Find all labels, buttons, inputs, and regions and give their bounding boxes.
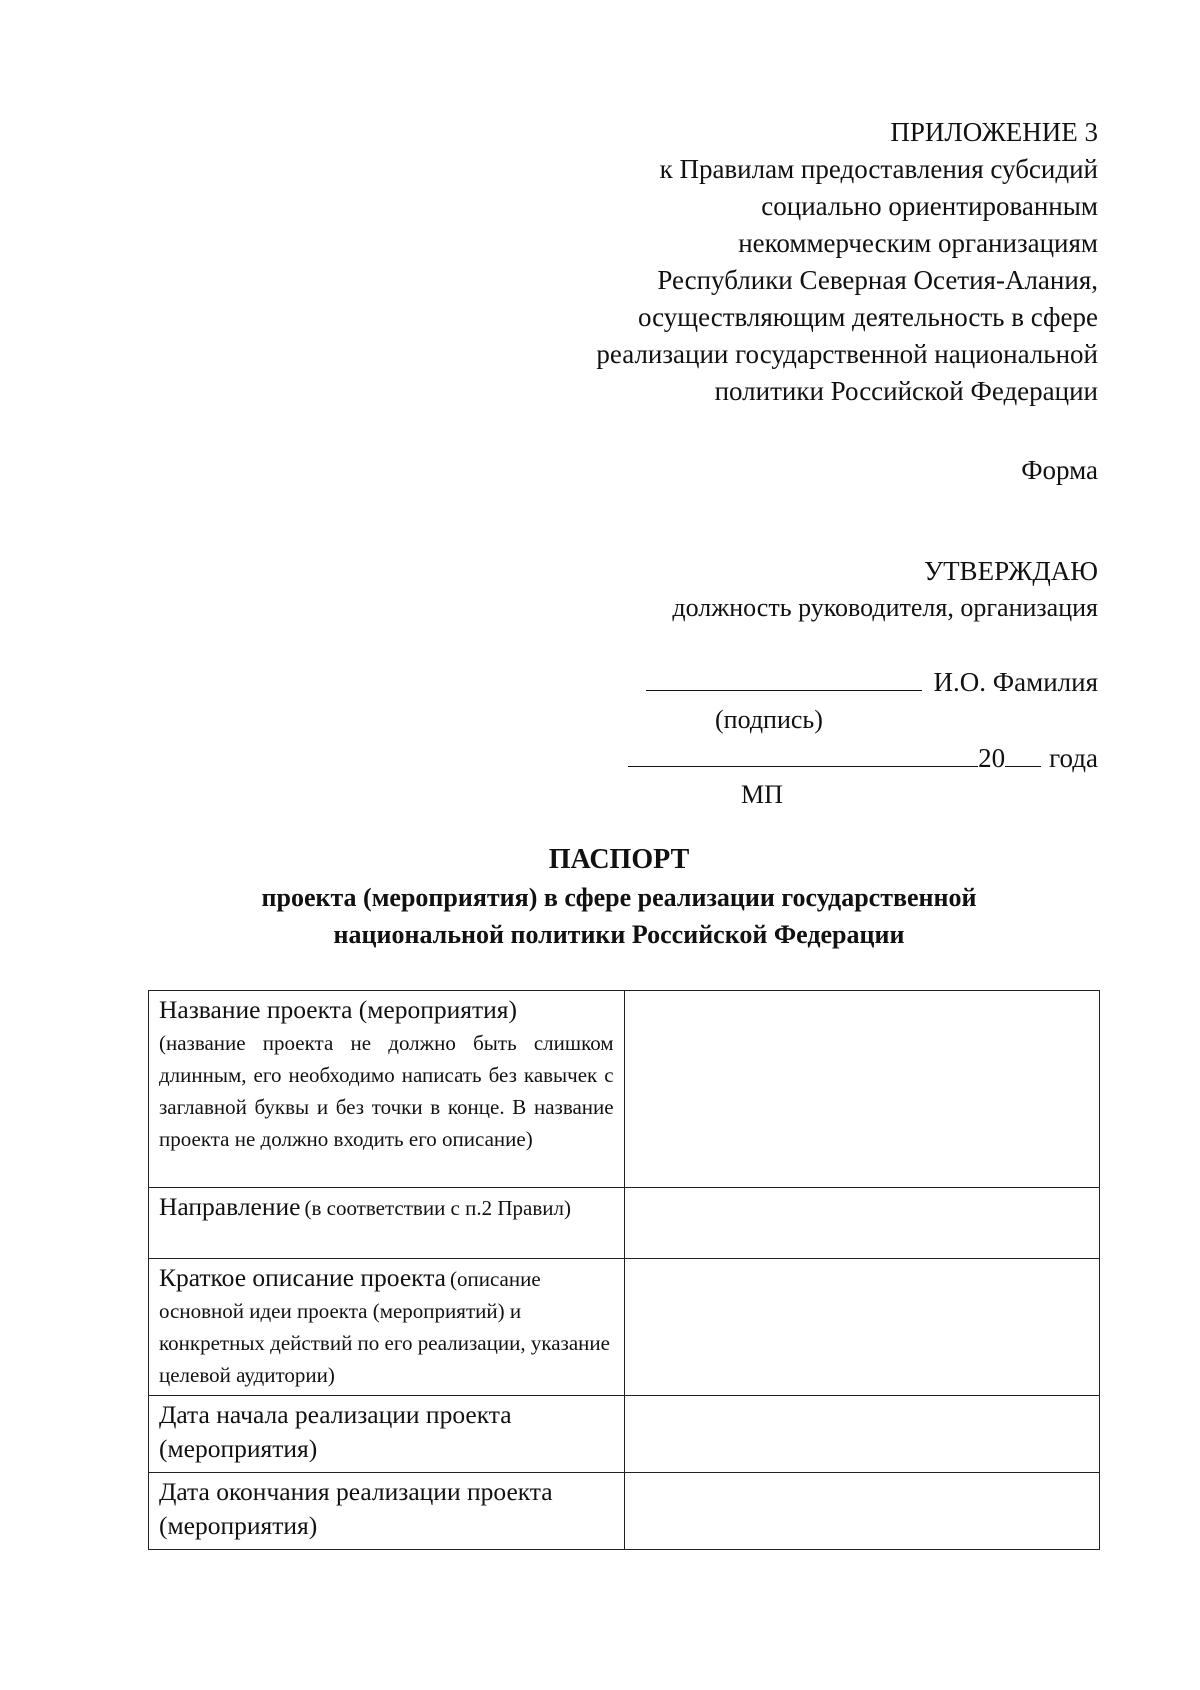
row-hint: (в соответствии с п.2 Правил) [304, 1196, 571, 1220]
year-suffix: года [1049, 743, 1098, 773]
row-value-cell[interactable] [624, 1473, 1099, 1550]
row-label-cell [149, 1188, 625, 1259]
row-hint: (описание основной идеи проекта (мероприятий) и конкретных действий по его реализации, указание целевой аудитории) [159, 1267, 610, 1387]
passport-subtitle: национальной политики Российской Федерации [333, 920, 905, 949]
signature-row [646, 664, 1098, 701]
appendix-line: политики Российской Федерации [714, 376, 1098, 406]
appendix-line: некоммерческим организациям [738, 228, 1098, 258]
appendix-line: реализации государственной национальной [596, 339, 1098, 369]
passport-table [148, 990, 1100, 1550]
appendix-title: ПРИЛОЖЕНИЕ 3 [890, 117, 1098, 147]
row-value-cell[interactable] [624, 991, 1099, 1188]
year-line[interactable] [1005, 740, 1041, 767]
appendix-line: осуществляющим деятельность в сфере [637, 302, 1098, 332]
appendix-line: социально ориентированным [761, 191, 1098, 221]
seal-label: МП [741, 780, 783, 809]
row-label-cell [149, 1259, 625, 1396]
signature-line[interactable] [646, 664, 922, 691]
row-value-cell[interactable] [624, 1396, 1099, 1473]
row-label-cell [149, 1473, 625, 1550]
table-row [149, 1188, 1100, 1259]
table-row [149, 1473, 1100, 1550]
row-label: Дата окончания реализации проекта (мероприятия) [159, 1477, 553, 1540]
row-label: Краткое описание проекта [159, 1263, 446, 1292]
table-row [149, 991, 1100, 1188]
appendix-line: к Правилам предоставления субсидий [659, 154, 1098, 184]
row-label: Название проекта (мероприятия) [159, 995, 518, 1024]
row-label: Направление [159, 1192, 301, 1221]
date-line[interactable] [628, 740, 978, 767]
appendix-line: Республики Северная Осетия-Алания, [657, 265, 1098, 295]
row-value-cell[interactable] [624, 1259, 1099, 1396]
appendix-header [596, 114, 1098, 410]
date-row [628, 740, 1098, 777]
signature-caption: (подпись) [715, 705, 823, 734]
approver-name: И.О. Фамилия [933, 667, 1098, 697]
row-value-cell[interactable] [624, 1188, 1099, 1259]
approval-position: должность руководителя, организация [672, 593, 1098, 622]
passport-subtitle: проекта (мероприятия) в сфере реализации государственной [261, 883, 977, 912]
table-row [149, 1259, 1100, 1396]
table-row [149, 1396, 1100, 1473]
row-label-cell [149, 991, 625, 1188]
row-label: Дата начала реализации проекта (мероприятия) [159, 1400, 512, 1463]
year-prefix: 20 [978, 743, 1006, 773]
form-label: Форма [1021, 455, 1098, 485]
passport-title: ПАСПОРТ [548, 844, 690, 875]
row-label-cell [149, 1396, 625, 1473]
row-hint: (название проекта не должно быть слишком длинным, его необходимо написать без кавычек с заглавной буквы и без точки в конце. В название проекта не должно входить его описание) [159, 1031, 614, 1151]
approval-title: УТВЕРЖДАЮ [923, 556, 1098, 586]
